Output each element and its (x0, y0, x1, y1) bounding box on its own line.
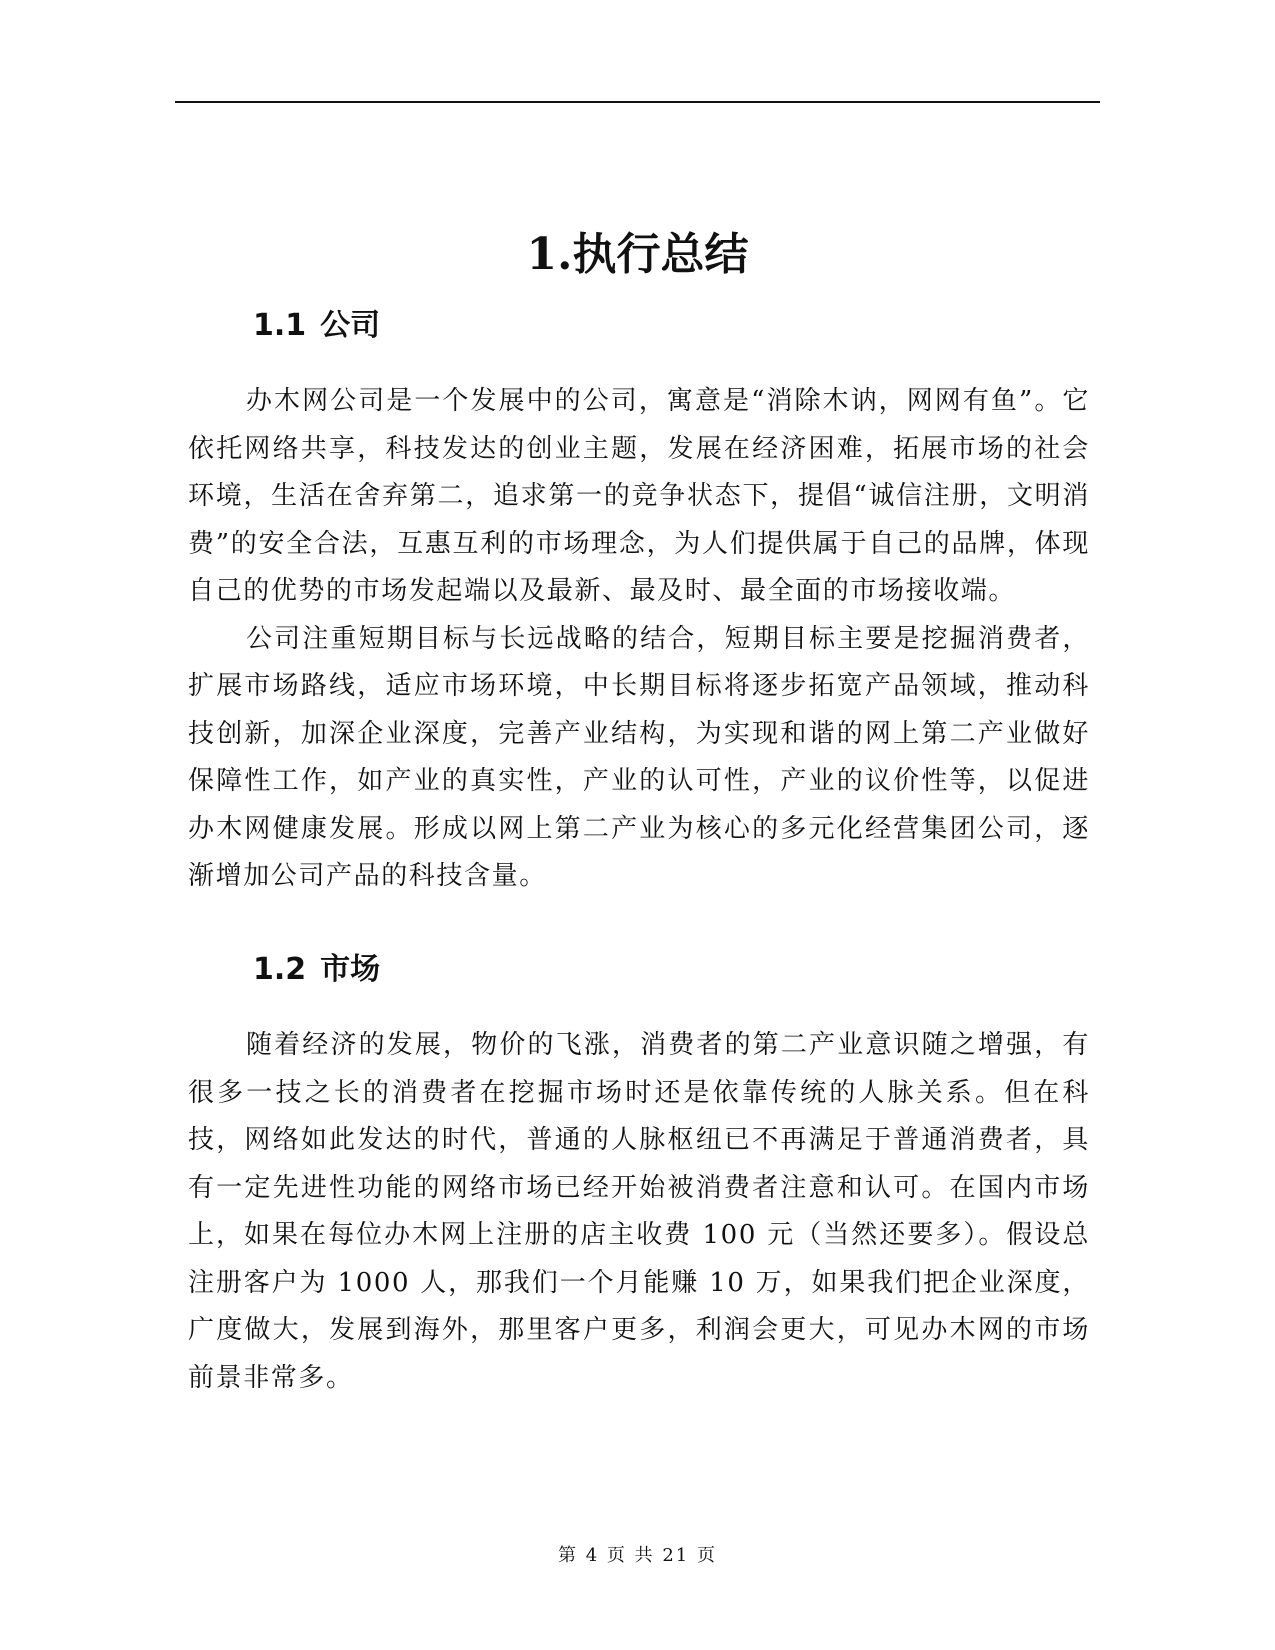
paragraph: 随着经济的发展，物价的飞涨，消费者的第二产业意识随之增强，有很多一技之长的消费者在挖掘市场时还是依靠传统的人脉关系。但在科技，网络如此发达的时代，普通的人脉枢纽已不再满足于普通消费者，具有一定先进性功能的网络市场已经开始被消费者注意和认可。在国内市场上，如果在每位办木网上注册的店主收费 100 元（当然还要多）。假设总注册客户为 1000 人，那我们一个月能赚 10 万，如果我们把企业深度，广度做大，发展到海外，那里客户更多，利润会更大，可见办木网的市场前景非常多。 (188, 1030, 1090, 1393)
section-number: 1.2 (253, 952, 307, 987)
section-title: 市场 (320, 952, 381, 987)
chapter-title: 1.执行总结 (526, 229, 749, 280)
section-body-market (188, 1022, 1090, 1402)
section-number: 1.1 (253, 308, 307, 343)
section-heading-company (253, 306, 380, 346)
section-heading-market (253, 950, 380, 990)
page-number: 第 4 页 共 21 页 (558, 1545, 717, 1566)
paragraph: 公司注重短期目标与长远战略的结合，短期目标主要是挖掘消费者，扩展市场路线，适应市场环境，中长期目标将逐步拓宽产品领域，推动科技创新，加深企业深度，完善产业结构，为实现和谐的网上第二产业做好保障性工作，如产业的真实性，产业的认可性，产业的议价性等，以促进办木网健康发展。形成以网上第二产业为核心的多元化经营集团公司，逐渐增加公司产品的科技含量。 (188, 623, 1090, 891)
header-rule (175, 101, 1100, 103)
paragraph: 办木网公司是一个发展中的公司，寓意是“消除木讷，网网有鱼”。它依托网络共享，科技发达的创业主题，发展在经济困难，拓展市场的社会环境，生活在舍弃第二，追求第一的竞争状态下，提倡“诚信注册，文明消费”的安全合法，互惠互利的市场理念，为人们提供属于自己的品牌，体现自己的优势的市场发起端以及最新、最及时、最全面的市场接收端。 (188, 386, 1090, 606)
section-body-company (188, 378, 1090, 901)
section-title: 公司 (320, 308, 381, 343)
